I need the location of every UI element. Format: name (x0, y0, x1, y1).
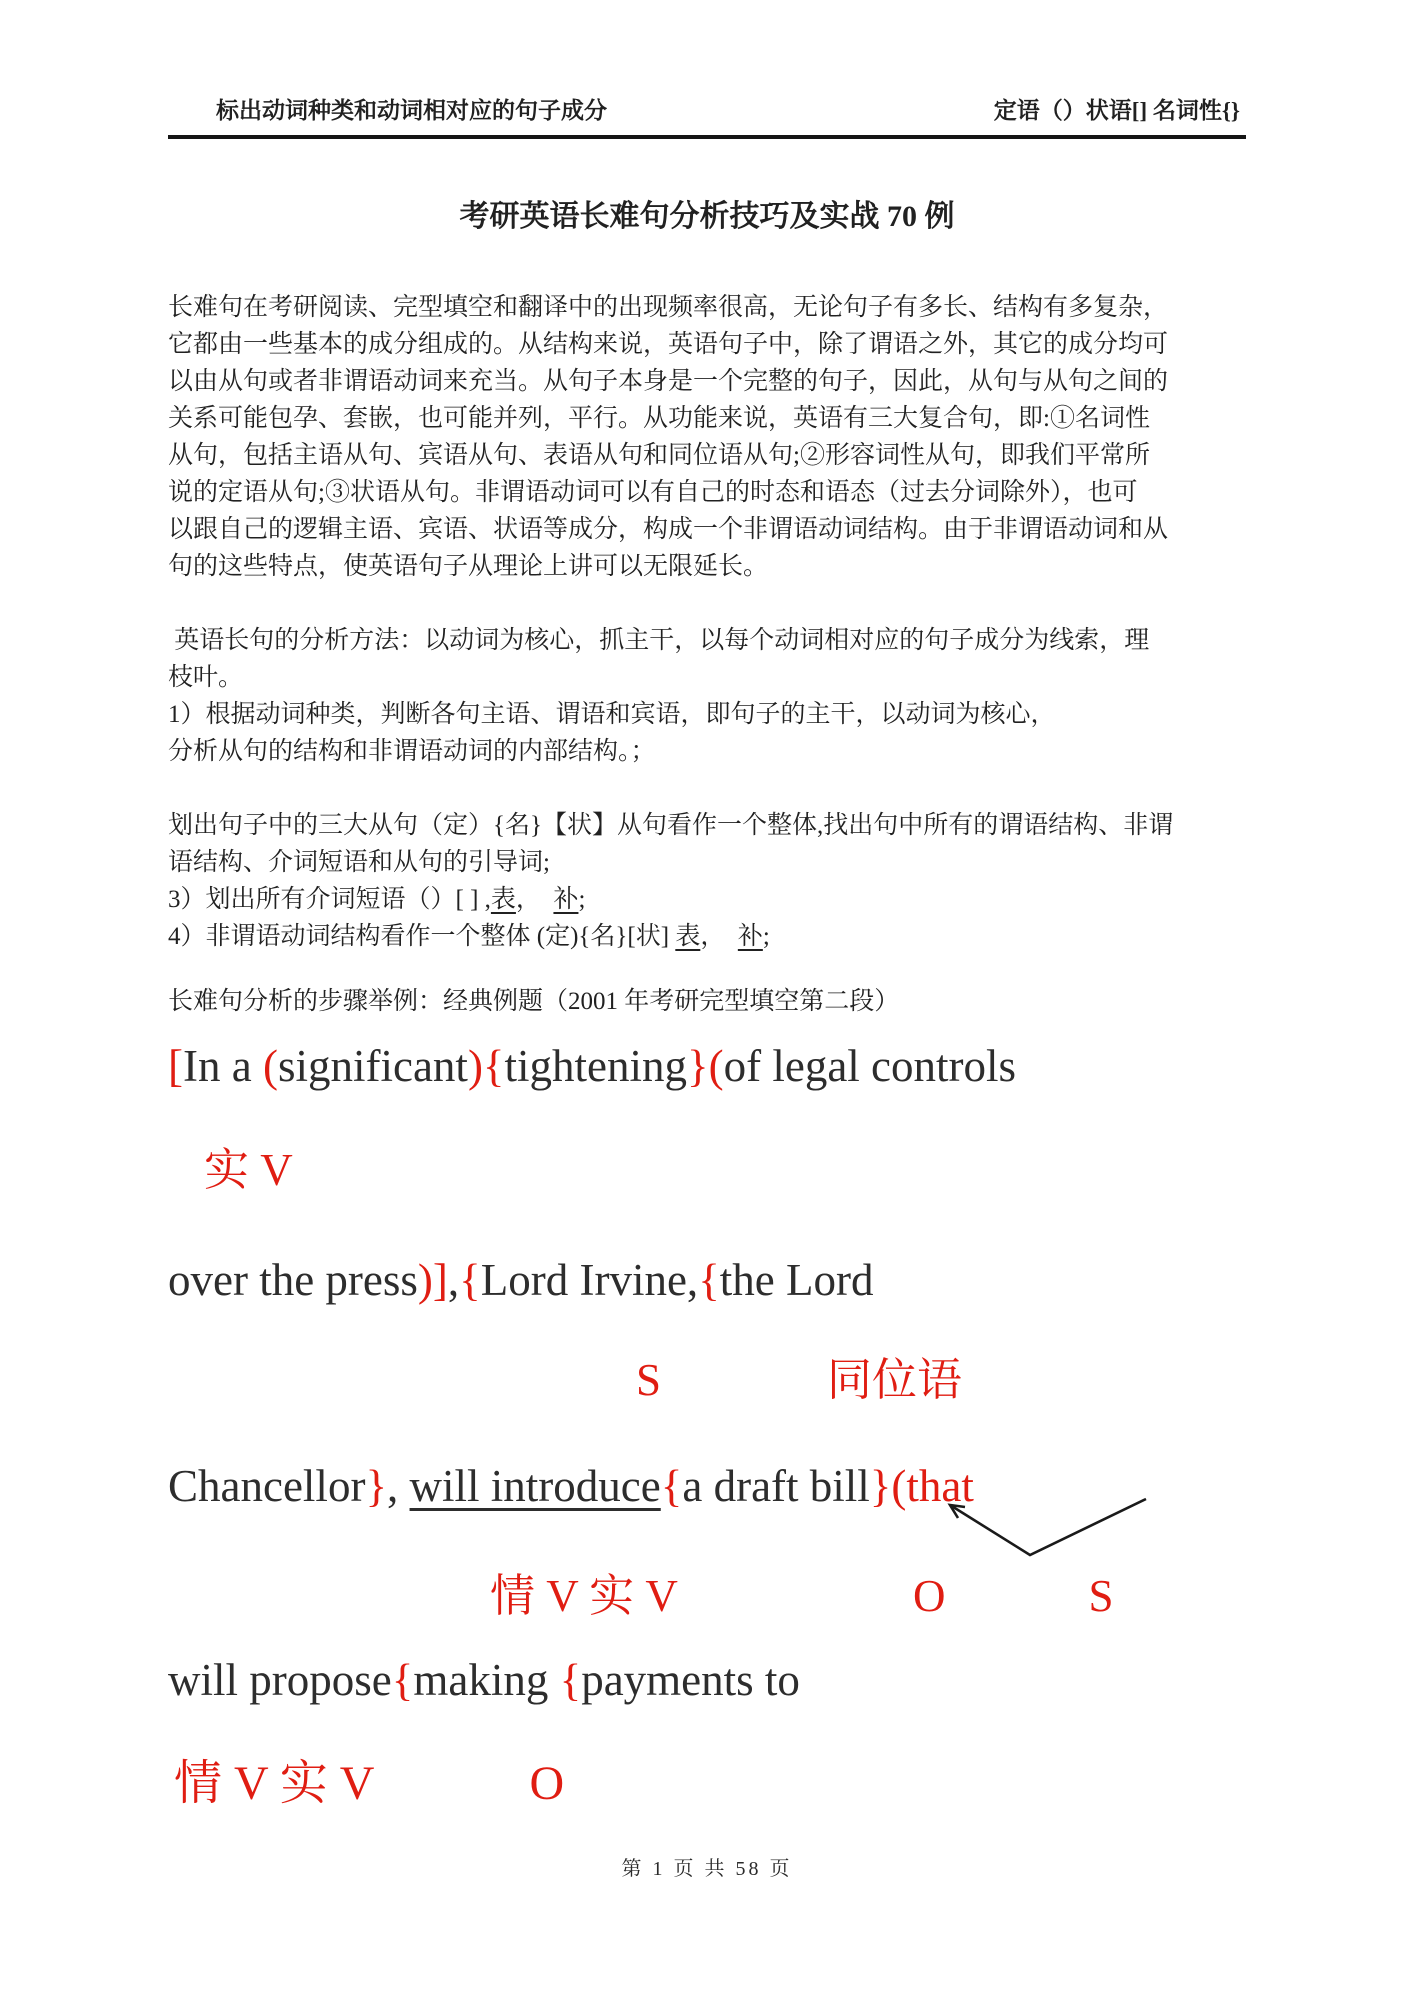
step-4-text: 4）非谓语动词结构看作一个整体 (定){名}[状] (168, 923, 676, 950)
step-3-text: 3）划出所有介词短语（）[ ] , (168, 886, 491, 913)
page-header (168, 92, 1246, 139)
sentence-line-1 (168, 1042, 1246, 1090)
sentence-text: Chancellor (168, 1461, 366, 1511)
step-3-semicolon: ; (578, 886, 586, 913)
method-paragraph (168, 622, 1246, 696)
example-heading: 长难句分析的步骤举例：经典例题（2001 年考研完型填空第二段） (168, 988, 900, 1015)
sentence-text: significant (277, 1041, 468, 1091)
method-line: 英语长句的分析方法：以动词为核心，抓主干，以每个动词相对应的句子成分为线索，理 (168, 627, 1150, 654)
sentence-text: will propose (168, 1655, 392, 1705)
step-2-line: 语结构、介词短语和从句的引导词; (168, 849, 550, 876)
step-3-comma: ， (515, 886, 554, 913)
annotation-line-2 (168, 1356, 1246, 1404)
bracket: { (459, 1255, 481, 1305)
method-line: 枝叶。 (168, 664, 244, 691)
step-4-comma: ， (700, 923, 738, 950)
annotation-verbs: 情 V 实 V (490, 1571, 678, 1621)
bracket: )] (417, 1255, 448, 1305)
bracket: { (559, 1655, 582, 1705)
annotation-subject: S (1088, 1571, 1114, 1621)
annotation-line-1 (168, 1146, 1246, 1194)
step-item-4 (168, 918, 1246, 955)
page-content (168, 0, 1246, 1810)
header-right-label: 定语（）状语[] 名词性{} (993, 98, 1240, 123)
step-1-line: 分析从句的结构和非谓语动词的内部结构。； (168, 738, 656, 765)
sentence-text: making (413, 1655, 560, 1705)
bracket: { (391, 1655, 414, 1705)
sentence-text: over the press (168, 1255, 418, 1305)
bracket: [ (168, 1041, 183, 1091)
sentence-text: of legal controls (723, 1041, 1017, 1091)
intro-line: 以由从句或者非谓语动词来充当。从句子本身是一个完整的句子，因此，从句与从句之间的 (168, 368, 1169, 395)
annotation-subject: S (636, 1355, 662, 1405)
step-4-semicolon: ; (762, 923, 770, 950)
step-4-underlined-biao: 表 (675, 923, 701, 950)
sentence-text: In a (183, 1041, 263, 1091)
intro-line: 句的这些特点，使英语句子从理论上讲可以无限延长。 (168, 553, 769, 580)
underlined-verb-phrase: will introduce (409, 1461, 661, 1511)
annotation-verbs: 情 V 实 V (174, 1757, 375, 1810)
step-item-1 (168, 696, 1246, 770)
annotation-object: O (529, 1757, 565, 1810)
reference-arrow (938, 1494, 1156, 1560)
step-2-line: 划出句子中的三大从句（定）{名}【状】从句看作一个整体,找出句中所有的谓语结构、非谓 (168, 812, 1174, 839)
intro-paragraph (168, 289, 1246, 585)
intro-line: 它都由一些基本的成分组成的。从结构来说，英语句子中，除了谓语之外，其它的成分均可 (168, 331, 1169, 358)
page-footer: 第 1 页 共 58 页 (621, 1858, 793, 1880)
sentence-text: a draft bill (682, 1461, 870, 1511)
step-3-underlined-bu: 补 (553, 886, 579, 913)
sentence-line-2 (168, 1256, 1246, 1304)
intro-line: 以跟自己的逻辑主语、宾语、状语等成分，构成一个非谓语动词结构。由于非谓语动词和从 (168, 516, 1169, 543)
annotation-object: O (912, 1571, 946, 1621)
sentence-text: , (447, 1255, 460, 1305)
intro-line: 长难句在考研阅读、完型填空和翻译中的出现频率很高，无论句子有多长、结构有多复杂， (168, 294, 1169, 321)
sentence-text: tightening (504, 1041, 688, 1091)
sentence-line-4 (168, 1656, 1246, 1704)
intro-line: 说的定语从句;③状语从句。非谓语动词可以有自己的时态和语态（过去分词除外），也可 (168, 479, 1138, 506)
annotation-line-3 (168, 1572, 1246, 1620)
step-item-3 (168, 881, 1246, 918)
sentence-text: payments to (581, 1655, 800, 1705)
annotation-appositive: 同位语 (827, 1355, 963, 1405)
step-3-underlined-biao: 表 (490, 886, 516, 913)
bracket: ( (262, 1041, 278, 1091)
step-item-2 (168, 807, 1246, 881)
header-left-label: 标出动词种类和动词相对应的句子成分 (216, 98, 607, 123)
sentence-text: , (387, 1461, 410, 1511)
sentence-text: the Lord (719, 1255, 874, 1305)
page-title: 考研英语长难句分析技巧及实战 70 例 (459, 200, 955, 233)
bracket: } (365, 1461, 388, 1511)
intro-line: 关系可能包孕、套嵌，也可能并列，平行。从功能来说，英语有三大复合句，即:①名词性 (168, 405, 1150, 432)
sentence-text: Lord Irvine, (480, 1255, 699, 1305)
bracket: ){ (467, 1041, 505, 1091)
bracket: { (660, 1461, 683, 1511)
bracket: { (698, 1255, 720, 1305)
annotation-shi-v: 实 V (204, 1145, 293, 1195)
bracket-and-that: }(that (869, 1461, 974, 1511)
intro-line: 从句，包括主语从句、宾语从句、表语从句和同位语从句;②形容词性从句，即我们平常所 (168, 442, 1150, 469)
annotation-line-4 (168, 1758, 1246, 1810)
step-1-line: 1）根据动词种类，判断各句主语、谓语和宾语，即句子的主干，以动词为核心， (168, 701, 1056, 728)
step-4-underlined-bu: 补 (737, 923, 763, 950)
bracket: }( (687, 1041, 724, 1091)
